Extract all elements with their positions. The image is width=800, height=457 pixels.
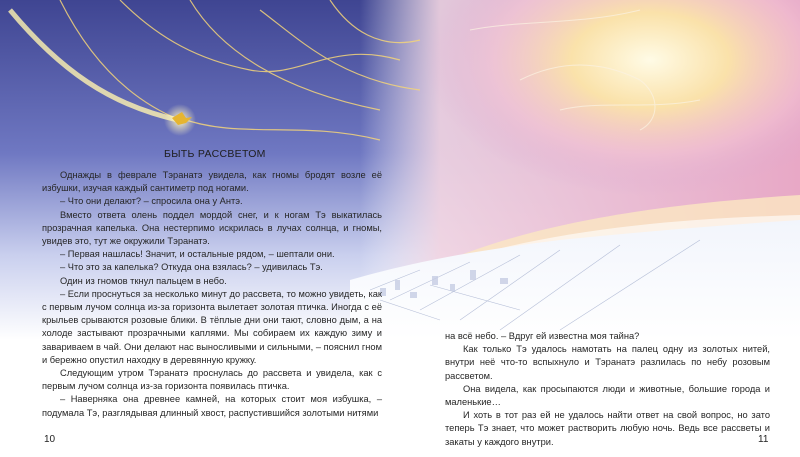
paragraph: Один из гномов ткнул пальцем в небо. bbox=[60, 275, 227, 286]
paragraph: – Если проснуться за несколько минут до рассвета, то можно увидеть, как с первым лучом солнца из-за горизонта вылетает золотая птичка. Иногда с её крыльев срываются розовые блики. В тёплые дни они тают, словно дым, а на холоде застывают прозрачными каплями. Мы собираем их каждую зиму и завариваем в чай. Они делают нас выносливыми и сильными, – пояснил гном и бережно опустил находку в деревянную кружку. bbox=[42, 288, 382, 365]
paragraph: – Наверняка она древнее камней, на которых стоит моя избушка, – подумала Тэ, разглядывая длинный хвост, распустившийся золотыми нитями bbox=[42, 394, 382, 418]
paragraph: Как только Тэ удалось намотать на палец одну из золотых нитей, внутри неё что-то вспыхнуло и Тэранатэ разлилась по небу розовым рассветом. bbox=[445, 344, 770, 381]
paragraph: – Что они делают? – спросила она у Антэ. bbox=[60, 196, 243, 207]
right-page-text bbox=[445, 330, 770, 449]
paragraph: Следующим утром Тэранатэ проснулась до рассвета и увидела, как с первым лучом солнца из-за горизонта появилась птичка. bbox=[42, 368, 382, 392]
left-page-text bbox=[42, 169, 382, 420]
paragraph: И хоть в тот раз ей не удалось найти ответ на свой вопрос, но зато теперь Тэ знает, что может растворить любую ночь. Ведь все рассветы и закаты у каждого внутри. bbox=[445, 410, 770, 447]
paragraph: Она видела, как просыпаются люди и животные, большие города и маленькие… bbox=[445, 383, 770, 408]
paragraph: – Что это за капелька? Откуда она взялась? – удивилась Тэ. bbox=[60, 262, 323, 273]
paragraph: Вместо ответа олень поддел мордой снег, и к ногам Тэ выкатилась прозрачная капелька. Она нестерпимо искрилась в лучах солнца, и гномы, увидев это, тут же окружили Тэранатэ. bbox=[42, 209, 382, 247]
paragraph: Однажды в феврале Тэранатэ увидела, как гномы бродят возле её избушки, изучая каждый сантиметр под ногами. bbox=[42, 170, 382, 194]
paragraph: – Первая нашлась! Значит, и остальные рядом, – шептали они. bbox=[60, 249, 335, 260]
page-number-right: 11 bbox=[758, 434, 769, 445]
chapter-title: БЫТЬ РАССВЕТОМ bbox=[164, 148, 266, 160]
page-number-left: 10 bbox=[44, 434, 56, 445]
paragraph: на всё небо. – Вдруг ей известна моя тайна? bbox=[445, 331, 640, 341]
